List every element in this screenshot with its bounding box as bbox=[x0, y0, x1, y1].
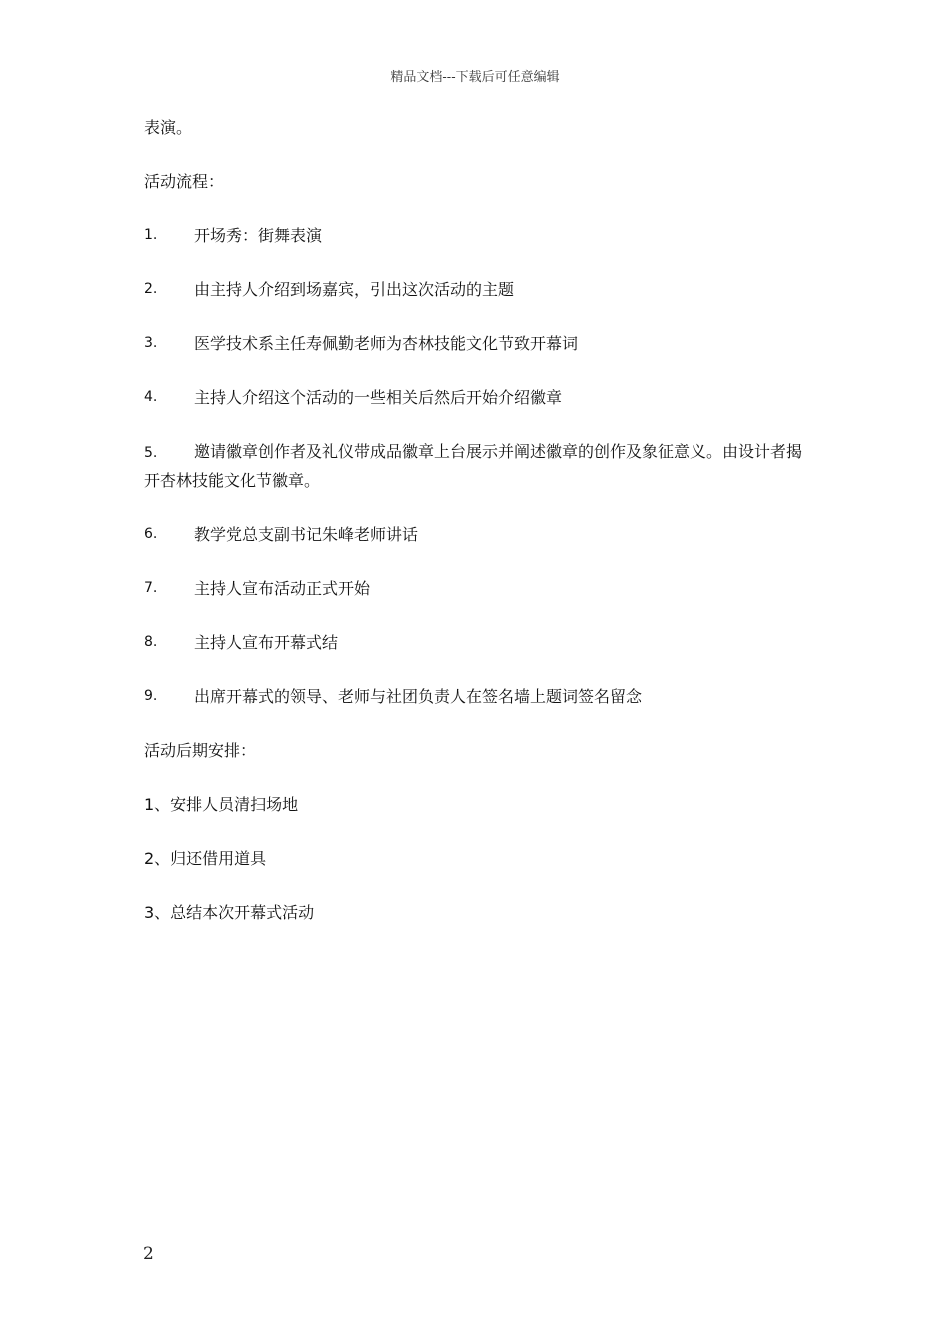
intro-tail: 表演。 bbox=[144, 118, 193, 137]
post-title: 活动后期安排： bbox=[144, 741, 257, 760]
flow-item bbox=[144, 330, 804, 357]
page-header: 精品文档---下载后可任意编辑 bbox=[390, 70, 560, 85]
flow-item-text: 出席开幕式的领导、老师与社团负责人在签名墙上题词签名留念 bbox=[194, 687, 643, 706]
flow-item bbox=[144, 438, 804, 494]
flow-item-text: 主持人宣布活动正式开始 bbox=[194, 579, 371, 598]
flow-item-text: 教学党总支副书记朱峰老师讲话 bbox=[194, 525, 419, 544]
post-item: 3、总结本次开幕式活动 bbox=[144, 903, 315, 922]
flow-item bbox=[144, 629, 804, 656]
flow-item bbox=[144, 521, 804, 548]
flow-item-text: 医学技术系主任寿佩勤老师为杏林技能文化节致开幕词 bbox=[194, 334, 579, 353]
flow-item-number: 1. bbox=[144, 227, 158, 243]
flow-item-text: 邀请徽章创作者及礼仪带成品徽章上台展示并阐述徽章的创作及象征意义。由设计者揭开杏林技能文化节徽章。 bbox=[144, 442, 803, 490]
page-number: 2 bbox=[143, 1244, 154, 1264]
flow-item-text: 主持人介绍这个活动的一些相关后然后开始介绍徽章 bbox=[194, 388, 563, 407]
flow-item bbox=[144, 276, 804, 303]
flow-item bbox=[144, 222, 804, 249]
flow-item-number: 4. bbox=[144, 389, 158, 405]
flow-item-number: 7. bbox=[144, 580, 158, 596]
post-item: 1、安排人员清扫场地 bbox=[144, 795, 299, 814]
flow-item-number: 3. bbox=[144, 335, 158, 351]
flow-item bbox=[144, 384, 804, 411]
flow-item-text: 由主持人介绍到场嘉宾，引出这次活动的主题 bbox=[194, 280, 515, 299]
flow-item bbox=[144, 575, 804, 602]
flow-item-number: 5. bbox=[144, 445, 158, 461]
post-item: 2、归还借用道具 bbox=[144, 849, 267, 868]
flow-item-text: 主持人宣布开幕式结 bbox=[194, 633, 339, 652]
flow-item bbox=[144, 683, 804, 710]
flow-item-text: 开场秀：街舞表演 bbox=[194, 226, 323, 245]
flow-item-number: 6. bbox=[144, 526, 158, 542]
flow-item-number: 8. bbox=[144, 634, 158, 650]
document-body bbox=[144, 114, 804, 953]
flow-item-number: 9. bbox=[144, 688, 158, 704]
flow-item-number: 2. bbox=[144, 281, 158, 297]
flow-title: 活动流程： bbox=[144, 172, 225, 191]
